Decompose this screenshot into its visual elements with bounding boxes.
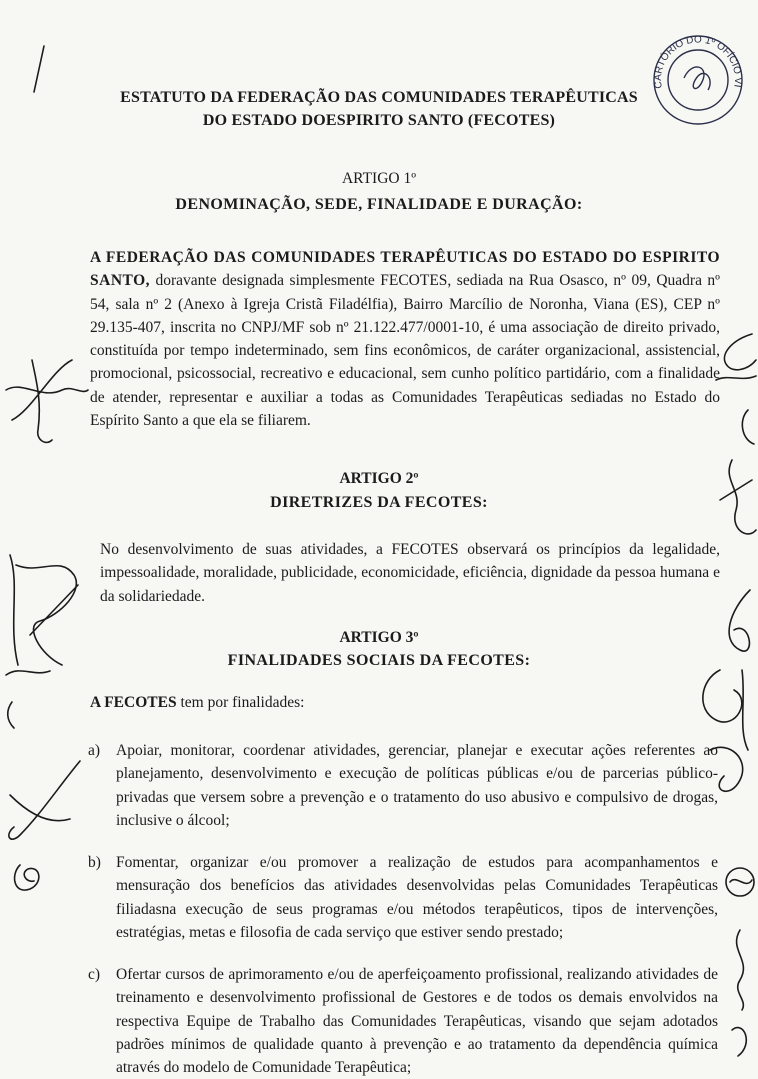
item-a-text: Apoiar, monitorar, coordenar atividades, gerenciar, planejar e executar ações referentes ao planejamento, desenvolvimento e execução de políticas públicas e/ou de parcerias público-privadas que versem sobre a prevenção e o tratamento do uso abusivo e compulsivo de drogas, inclusive o álcool; bbox=[116, 742, 718, 829]
article-3-subheading: FINALIDADES SOCIAIS DA FECOTES: bbox=[227, 652, 531, 669]
item-c-text: Ofertar cursos de aprimoramento e/ou de aperfeiçoamento profissional, realizando atividades de treinamento e desenvolvimento profissional de Gestores e de todos os demais envolvidos na respectiva Equipe de Trabalho das Comunidades Terapêuticas, visando que sejam adotados padrões mínimos de qualidade quanto à prevenção e ao tratamento da dependência química através do modelo de Comunidade Terapêutica; bbox=[116, 966, 718, 1077]
stamp-text: CARTÓRIO DO 1º OFÍCIO VIANA-ES bbox=[644, 22, 744, 90]
notary-stamp bbox=[644, 22, 748, 130]
article-3-intro bbox=[90, 694, 304, 712]
right-margin-initials-2 bbox=[712, 400, 758, 560]
item-c-label: c) bbox=[88, 966, 101, 983]
article-1-body: doravante designada simplesmente FECOTES, sediada na Rua Osasco, nº 09, Quadra nº 54, sala nº 2 (Anexo à Igreja Cristã Filadélfia), Bairro Marcílio de Noronha, Viana (ES), CEP nº 29.135-407, inscrita no CNPJ/MF sob nº 21.122.477/0001-10, é uma associação de direito privado, constituída por tempo indeterminado, sem fins econômicos, de caráter organizacional, assistencial, promocional, psicossocial, recreativo e educacional, sem cunho político partidário, com a finalidade de atender, representar e auxiliar a todas as Comunidades Terapêuticas sediadas no Estado do Espírito Santo a que ela se filiarem. bbox=[90, 272, 720, 430]
article-2-subheading: DIRETRIZES DA FECOTES: bbox=[270, 494, 488, 511]
article-2-body: No desenvolvimento de suas atividades, a FECOTES observará os princípios da legalidade, impessoalidade, moralidade, publicidade, economicidade, eficiência, dignidade da pessoa humana e da solidariedade. bbox=[100, 541, 720, 605]
article-1-subheading: DENOMINAÇÃO, SEDE, FINALIDADE E DURAÇÃO: bbox=[175, 196, 583, 213]
right-margin-initials-4 bbox=[718, 860, 758, 1060]
item-a-label: a) bbox=[88, 742, 101, 759]
document-title-line1: ESTATUTO DA FEDERAÇÃO DAS COMUNIDADES TERAPÊUTICAS bbox=[120, 89, 638, 106]
item-b-label: b) bbox=[88, 854, 101, 871]
article-2-heading: ARTIGO 2º bbox=[339, 470, 419, 487]
article-1-lead: A FEDERAÇÃO DAS COMUNIDADES TERAPÊUTICAS DO ESTADO DO ESPIRITO SANTO, bbox=[90, 249, 720, 290]
article-3-heading: ARTIGO 3º bbox=[339, 629, 419, 646]
right-margin-initials-1 bbox=[712, 330, 758, 390]
article-1-paragraph bbox=[90, 246, 720, 432]
article-3-intro-rest: tem por finalidades: bbox=[176, 694, 305, 711]
item-b-text: Fomentar, organizar e/ou promover a realização de estudos para acompanhamentos e mensuração dos benefícios das atividades desenvolvidas pelas Comunidades Terapêuticas filiadasna execução de seus programas e/ou métodos terapêuticos, tipos de intervenções, estratégias, metas e filosofia de cada serviço que estiver sendo prestado; bbox=[116, 854, 718, 941]
document-title-line2: DO ESTADO DOESPIRITO SANTO (FECOTES) bbox=[202, 112, 556, 129]
left-margin-initials-3 bbox=[0, 755, 90, 905]
article-1-heading: ARTIGO 1º bbox=[341, 170, 417, 187]
article-3-intro-bold: A FECOTES bbox=[90, 694, 177, 711]
left-margin-stroke bbox=[2, 700, 22, 730]
right-margin-initials-3 bbox=[690, 580, 758, 820]
left-margin-initials-2 bbox=[0, 545, 90, 685]
pen-stroke-top-left bbox=[30, 44, 50, 94]
left-margin-initials-1 bbox=[2, 350, 92, 450]
